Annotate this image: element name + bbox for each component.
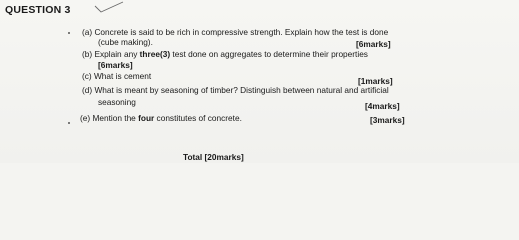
question-b-marks: [6marks] — [98, 60, 133, 70]
question-d-marks: [4marks] — [365, 101, 400, 111]
question-heading: QUESTION 3 — [5, 4, 71, 16]
question-a-line1: (a) Concrete is said to be rich in compressive strength. Explain how the test is done — [82, 27, 389, 37]
question-e-suffix: constitutes of concrete. — [154, 113, 242, 123]
question-a-line2: (cube making). — [98, 37, 153, 47]
question-d-line1: (d) What is meant by seasoning of timber? Distinguish between natural and artificial — [82, 85, 389, 95]
question-c-marks: [1marks] — [358, 76, 393, 86]
question-d-line2: seasoning — [98, 97, 136, 107]
question-b-prefix: (b) Explain any — [82, 49, 140, 59]
margin-dot — [68, 32, 70, 34]
total-marks: Total [20marks] — [183, 152, 244, 162]
margin-dot — [68, 122, 70, 124]
question-b-line1 — [82, 50, 368, 59]
question-e-line1 — [80, 114, 242, 123]
check-mark-icon — [93, 0, 133, 14]
question-b-suffix: test done on aggregates to determine their properties — [170, 49, 368, 59]
question-b-emphasis: three(3) — [139, 49, 171, 59]
question-e-marks: [3marks] — [370, 115, 405, 125]
question-a-marks: [6marks] — [356, 39, 391, 49]
question-e-emphasis: four — [138, 113, 155, 123]
question-c-text: (c) What is cement — [82, 71, 152, 81]
question-e-prefix: (e) Mention the — [80, 113, 139, 123]
